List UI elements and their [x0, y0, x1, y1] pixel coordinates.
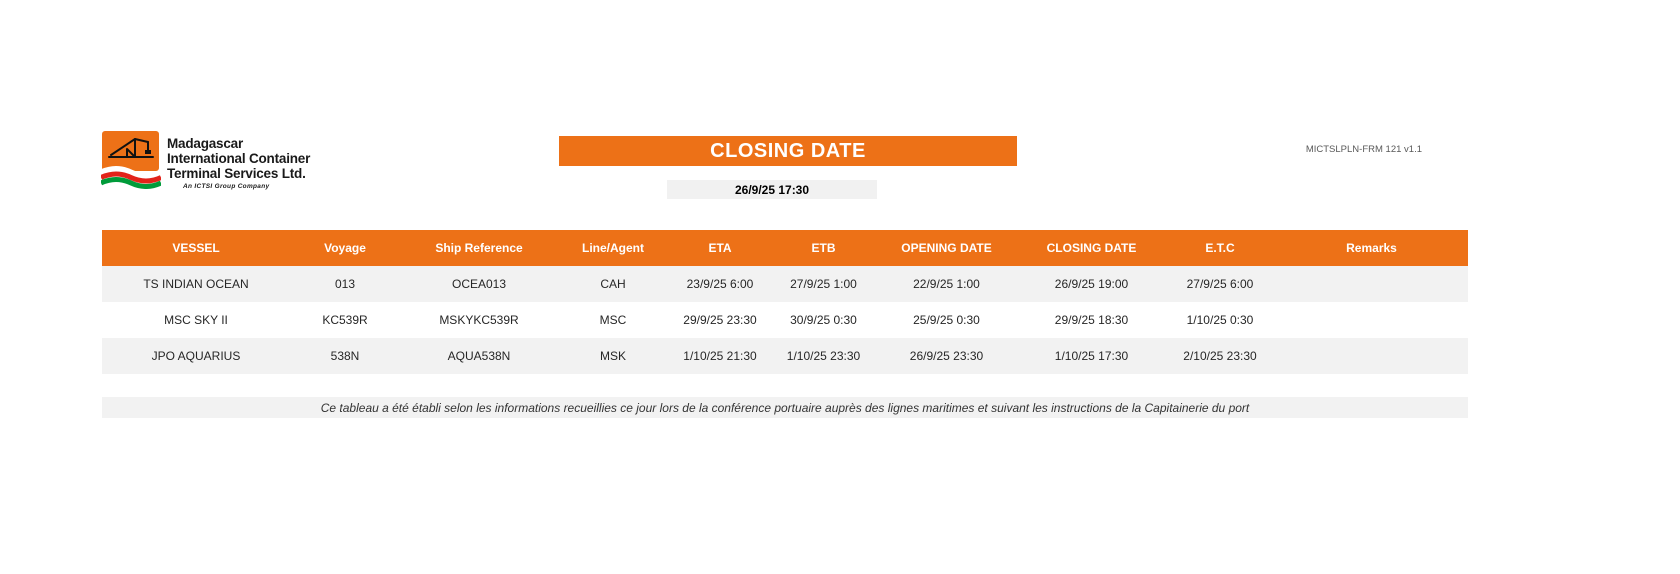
closing-date-banner: CLOSING DATE [559, 136, 1017, 166]
cell-etb: 27/9/25 1:00 [790, 277, 857, 291]
cell-line-agent: CAH [600, 277, 626, 291]
column-header-etb: ETB [772, 230, 875, 266]
cell-opening-date: 25/9/25 0:30 [913, 313, 980, 327]
column-header-vessel: VESSEL [102, 230, 290, 266]
company-name [167, 131, 310, 190]
cell-eta: 29/9/25 23:30 [683, 313, 757, 327]
column-header-voyage: Voyage [290, 230, 400, 266]
vessel-schedule-table [102, 230, 1468, 374]
cell-eta: 23/9/25 6:00 [686, 277, 754, 291]
company-name-line3: Terminal Services Ltd. [167, 166, 306, 181]
cell-opening-date: 22/9/25 1:00 [913, 277, 980, 291]
table-row [102, 266, 1468, 302]
cell-closing-date: 26/9/25 19:00 [1054, 277, 1129, 291]
cell-line-agent: MSK [599, 349, 626, 363]
cell-voyage: 013 [334, 277, 356, 291]
cell-etc: 27/9/25 6:00 [1186, 277, 1254, 291]
column-header-line-agent: Line/Agent [558, 230, 668, 266]
cell-closing-date: 29/9/25 18:30 [1054, 313, 1129, 327]
cell-vessel: JPO AQUARIUS [151, 349, 241, 363]
column-header-opening-date: OPENING DATE [875, 230, 1018, 266]
cell-ship-reference: MSKYKC539R [439, 313, 519, 327]
company-name-line1: Madagascar [167, 136, 244, 151]
column-header-remarks: Remarks [1275, 230, 1468, 266]
cell-voyage: 538N [330, 349, 360, 363]
cell-etb: 1/10/25 23:30 [786, 349, 861, 363]
cell-vessel: MSC SKY II [164, 313, 228, 327]
column-header-ship-reference: Ship Reference [400, 230, 558, 266]
cell-remarks [1275, 302, 1468, 338]
cell-vessel: TS INDIAN OCEAN [143, 277, 249, 291]
cell-etb: 30/9/25 0:30 [790, 313, 857, 327]
footer-note: Ce tableau a été établi selon les informations recueillies ce jour lors de la conférence portuaire auprès des lignes maritimes et suivant les instructions de la Capitainerie du port [102, 397, 1468, 418]
cell-ship-reference: AQUA538N [447, 349, 511, 363]
cell-eta: 1/10/25 21:30 [683, 349, 757, 363]
cell-ship-reference: OCEA013 [451, 277, 507, 291]
column-header-closing-date: CLOSING DATE [1018, 230, 1165, 266]
cell-opening-date: 26/9/25 23:30 [909, 349, 984, 363]
cell-voyage: KC539R [322, 313, 368, 327]
column-header-etc: E.T.C [1165, 230, 1275, 266]
cell-remarks [1275, 266, 1468, 302]
cell-etc: 2/10/25 23:30 [1183, 349, 1257, 363]
company-name-line2: International Container [167, 151, 311, 166]
cell-remarks [1275, 338, 1468, 374]
crane-flag-icon [101, 131, 161, 194]
document-reference: MICTSLPLN-FRM 121 v1.1 [1305, 144, 1422, 155]
table-header-row [102, 230, 1468, 266]
table-row [102, 338, 1468, 374]
column-header-eta: ETA [668, 230, 772, 266]
cell-closing-date: 1/10/25 17:30 [1054, 349, 1129, 363]
table-row [102, 302, 1468, 338]
report-datetime: 26/9/25 17:30 [667, 180, 877, 199]
cell-etc: 1/10/25 0:30 [1186, 313, 1254, 327]
company-tagline: An ICTSI Group Company [183, 183, 270, 190]
company-logo [101, 131, 310, 194]
cell-line-agent: MSC [599, 313, 627, 327]
